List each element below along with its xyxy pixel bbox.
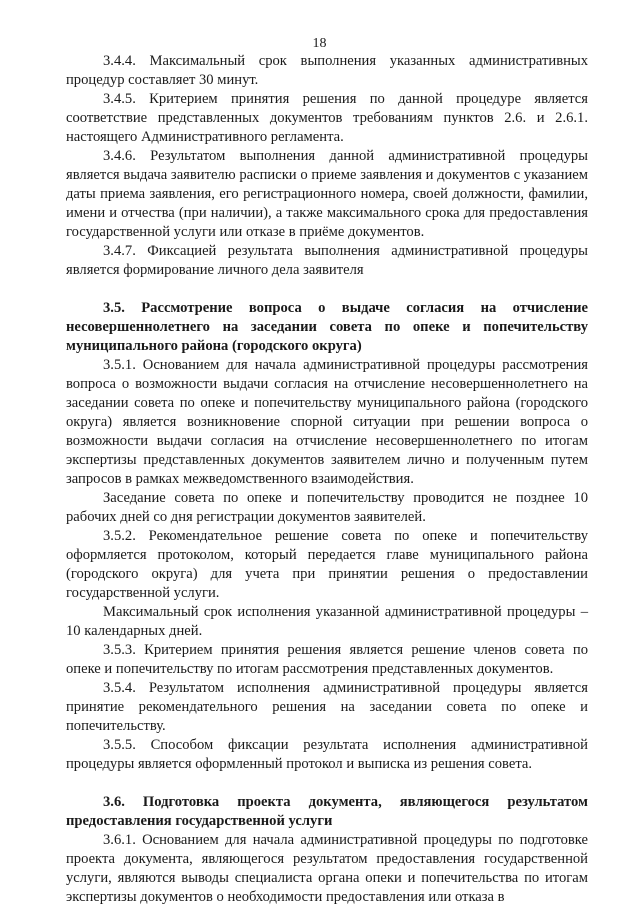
paragraph-3-4-6: 3.4.6. Результатом выполнения данной административной процедуры является выдача заявителю расписки о приеме заявления и документов с указанием даты приема заявления, его регистрационного номера, своей должности, фамилии, имени и отчества (при наличии), а также максимального срока для предоставления государственной услуги или отказе в приёме документов. — [66, 148, 588, 240]
paragraph-3-4-4: 3.4.4. Максимальный срок выполнения указанных административных процедур составляет 30 минут. — [66, 53, 588, 88]
section-heading-3-6: 3.6. Подготовка проекта документа, являющегося результатом предоставления государственной услуги — [66, 794, 588, 829]
paragraph-3-6-1: 3.6.1. Основанием для начала административной процедуры по подготовке проекта документа, являющегося результатом предоставления государственной услуги, являются выводы специалиста органа опеки и попечительства по итогам экспертизы документов о необходимости предоставления или отказа в — [66, 832, 588, 905]
paragraph-3-4-5: 3.4.5. Критерием принятия решения по данной процедуре является соответствие представленных документов требованиям пунктов 2.6. и 2.6.1. настоящего Административного регламента. — [66, 91, 588, 145]
page-number: 18 — [312, 36, 327, 51]
document-body — [66, 52, 588, 907]
paragraph-3-5-4: 3.5.4. Результатом исполнения административной процедуры является принятие рекомендательного решения на заседании совета по опеке и попечительству. — [66, 680, 588, 734]
paragraph-3-5-2: 3.5.2. Рекомендательное решение совета по опеке и попечительству оформляется протоколом, который передается главе муниципального района (городского округа) для учета при принятии решения о предоставлении государственной услуги. — [66, 528, 588, 601]
section-heading-3-5: 3.5. Рассмотрение вопроса о выдаче согласия на отчисление несовершеннолетнего на заседании совета по опеке и попечительству муниципального района (городского округа) — [66, 300, 588, 354]
paragraph-meeting-deadline: Заседание совета по опеке и попечительству проводится не позднее 10 рабочих дней со дня регистрации документов заявителей. — [66, 490, 588, 525]
paragraph-max-duration: Максимальный срок исполнения указанной административной процедуры – 10 календарных дней. — [66, 604, 588, 639]
paragraph-3-5-1: 3.5.1. Основанием для начала административной процедуры рассмотрения вопроса о возможности выдачи согласия на отчисление несовершеннолетнего на заседании совета по опеке и попечительству муниципального района (городского округа) является возникновение спорной ситуации при решении вопроса о возможности выдачи согласия на отчисление несовершеннолетнего по итогам экспертизы представленных документов заявителем лично и полученным путем запросов в рамках межведомственного взаимодействия. — [66, 357, 588, 487]
paragraph-3-5-3: 3.5.3. Критерием принятия решения является решение членов совета по опеке и попечительству по итогам рассмотрения представленных документов. — [66, 642, 588, 677]
paragraph-3-4-7: 3.4.7. Фиксацией результата выполнения административной процедуры является формирование личного дела заявителя — [66, 243, 588, 278]
paragraph-3-5-5: 3.5.5. Способом фиксации результата исполнения административной процедуры является оформленный протокол и выписка из решения совета. — [66, 737, 588, 772]
